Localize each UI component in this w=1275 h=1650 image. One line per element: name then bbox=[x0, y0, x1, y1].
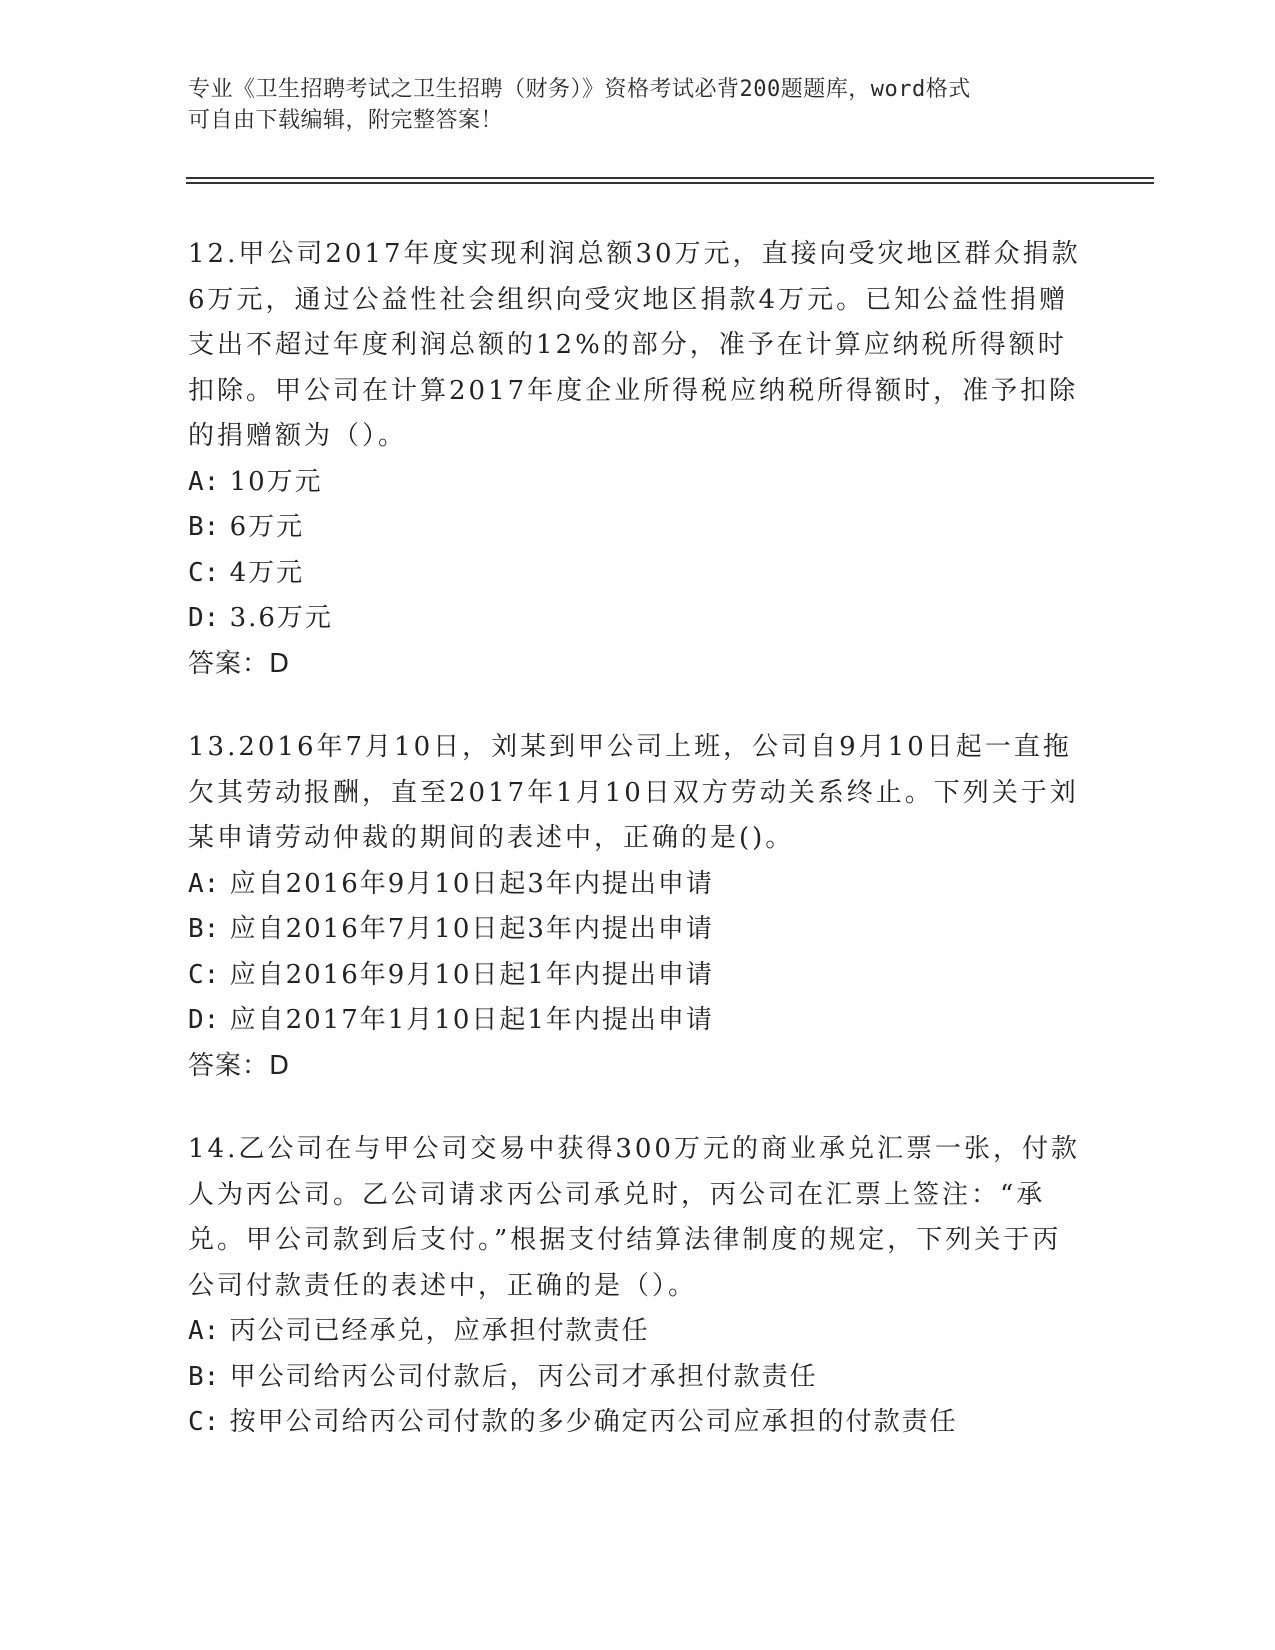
question-text: 13.2016年7月10日，刘某到甲公司上班，公司自9月10日起一直拖欠其劳动报酬，直至2017年1月10日双方劳动关系终止。下列关于刘某申请劳动仲裁的期间的表述中，正确的是()。 bbox=[188, 732, 1079, 853]
option-letter: C: bbox=[188, 1407, 220, 1437]
option-letter: A: bbox=[188, 466, 220, 497]
option-d bbox=[188, 998, 1088, 1044]
option-text: 10万元 bbox=[229, 466, 323, 497]
option-letter: D: bbox=[188, 603, 220, 633]
header-divider-bottom bbox=[186, 182, 1154, 184]
option-text: 应自2016年7月10日起3年内提出申请 bbox=[229, 914, 714, 944]
document-header bbox=[188, 74, 1088, 136]
question-text: 12.甲公司2017年度实现利润总额30万元，直接向受灾地区群众捐款6万元，通过公益性社会组织向受灾地区捐款4万元。已知公益性捐赠支出不超过年度利润总额的12%的部分，准予在计算应纳税所得额时扣除。甲公司在计算2017年度企业所得税应纳税所得额时，准予扣除的捐赠额为（）。 bbox=[188, 239, 1081, 451]
option-c bbox=[188, 1400, 1088, 1446]
option-letter: A: bbox=[188, 1316, 220, 1346]
answer-line: 答案：D bbox=[188, 1050, 291, 1081]
option-text: 3.6万元 bbox=[229, 603, 333, 633]
option-a bbox=[188, 460, 1088, 506]
option-b bbox=[188, 907, 1088, 953]
option-text: 6万元 bbox=[229, 512, 305, 542]
option-text: 按甲公司给丙公司付款的多少确定丙公司应承担的付款责任 bbox=[229, 1407, 958, 1437]
option-text: 应自2016年9月10日起3年内提出申请 bbox=[229, 868, 714, 899]
question-13 bbox=[188, 725, 1088, 1089]
question-list bbox=[188, 232, 1088, 1484]
option-b bbox=[188, 1355, 1088, 1401]
option-text: 应自2017年1月10日起1年内提出申请 bbox=[229, 1005, 714, 1035]
header-line-1: 专业《卫生招聘考试之卫生招聘（财务）》资格考试必背200题题库，word格式 bbox=[188, 77, 971, 102]
question-14 bbox=[188, 1127, 1088, 1446]
option-c bbox=[188, 953, 1088, 999]
option-letter: C: bbox=[188, 557, 220, 588]
option-letter: C: bbox=[188, 959, 220, 990]
question-text: 14.乙公司在与甲公司交易中获得300万元的商业承兑汇票一张，付款人为丙公司。乙公司请求丙公司承兑时，丙公司在汇票上签注：“承兑。甲公司款到后支付。”根据支付结算法律制度的规定，下列关于丙公司付款责任的表述中，正确的是（）。 bbox=[188, 1134, 1080, 1301]
answer-line: 答案：D bbox=[188, 648, 291, 679]
option-d bbox=[188, 596, 1088, 642]
option-letter: B: bbox=[188, 1361, 220, 1392]
option-text: 丙公司已经承兑，应承担付款责任 bbox=[229, 1316, 650, 1346]
question-12 bbox=[188, 232, 1088, 687]
option-c bbox=[188, 551, 1088, 597]
option-text: 4万元 bbox=[229, 557, 305, 588]
option-text: 甲公司给丙公司付款后，丙公司才承担付款责任 bbox=[229, 1361, 818, 1392]
option-a bbox=[188, 1309, 1088, 1355]
option-letter: D: bbox=[188, 1005, 220, 1035]
option-letter: B: bbox=[188, 512, 220, 542]
option-b bbox=[188, 505, 1088, 551]
option-text: 应自2016年9月10日起1年内提出申请 bbox=[229, 959, 714, 990]
option-letter: B: bbox=[188, 914, 220, 944]
option-a bbox=[188, 862, 1088, 908]
option-letter: A: bbox=[188, 868, 220, 899]
header-line-2: 可自由下载编辑，附完整答案！ bbox=[188, 108, 504, 133]
header-divider-top bbox=[186, 177, 1154, 179]
